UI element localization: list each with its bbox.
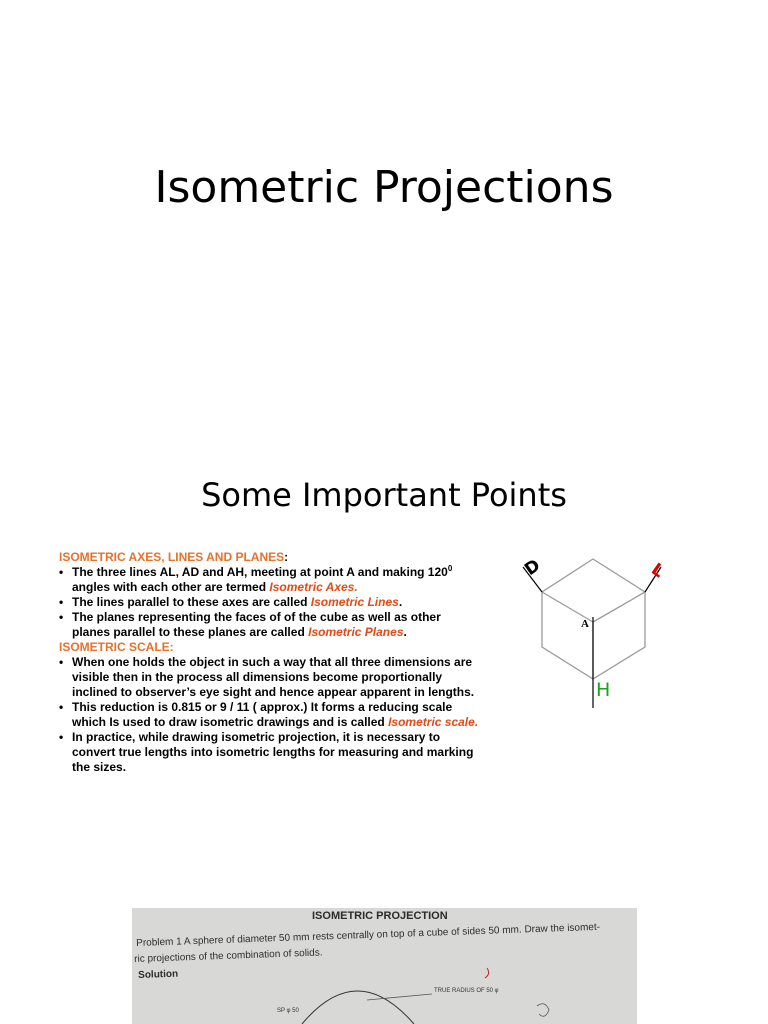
bullet-text: . (398, 595, 403, 609)
axes-heading-text: ISOMETRIC AXES, LINES AND PLANES (59, 550, 285, 564)
label-l: L (647, 559, 668, 583)
heading-colon: : (284, 550, 289, 564)
photo-annotation-2: SP φ 50 (277, 1008, 299, 1014)
scale-bullet-list (59, 655, 479, 775)
photo-sketch (132, 908, 637, 1024)
bullet-text: The three lines AL, AD and AH, meeting at point A and making 120 (72, 565, 448, 579)
label-d: D (521, 555, 545, 581)
section-heading-scale: ISOMETRIC SCALE: (59, 640, 174, 654)
list-item (59, 610, 479, 640)
label-h: H (596, 679, 611, 701)
photo-line-1: Problem 1 A sphere of diameter 50 mm rests centrally on top of a cube of sides 50 mm. Draw the isomet- (136, 921, 601, 949)
degree-superscript: 0 (447, 564, 453, 573)
list-item (59, 700, 479, 730)
important-points (59, 550, 479, 775)
bullet-text: angles with each other are termed (72, 580, 270, 594)
photo-line-3: Solution (138, 968, 179, 981)
bullet-text: In practice, while drawing isometric projection, it is necessary to convert true lengths into isometric lengths for measuring and marking the sizes. (72, 730, 474, 774)
isometric-cube-diagram (515, 555, 685, 715)
list-item (59, 655, 479, 700)
slide-title: Isometric Projections (154, 162, 614, 213)
photo-annotation-1: TRUE RADIUS OF 50 φ (434, 988, 499, 994)
label-a: A (581, 618, 589, 630)
bullet-text: The lines parallel to these axes are called (72, 595, 311, 609)
bullet-text: . (403, 625, 407, 639)
bullet-text: This reduction is 0.815 or 9 / 11 ( approx.) It forms a reducing scale which Is used to draw isometric drawings and is called (72, 700, 453, 729)
list-item (59, 595, 479, 610)
axes-bullet-list (59, 565, 479, 640)
photo-line-2: ric projections of the combination of solids. (134, 947, 323, 965)
highlight-term: Isometric Lines (310, 595, 399, 609)
scanned-problem-photo (132, 908, 637, 1024)
bullet-text: When one holds the object in such a way that all three dimensions are visible then in the process all dimensions become proportionally inclined to observer’s eye sight and hence appear apparent in lengths. (72, 655, 475, 699)
bullet-text: The planes representing the faces of of the cube as well as other planes parallel to these planes are called (72, 610, 441, 639)
highlight-term: Isometric Planes (308, 625, 404, 639)
section-title: Some Important Points (201, 476, 567, 514)
section-heading-axes (59, 550, 479, 565)
list-item (59, 730, 479, 775)
list-item (59, 565, 479, 595)
photo-heading: ISOMETRIC PROJECTION (312, 910, 448, 922)
highlight-term: Isometric Axes. (269, 580, 358, 594)
highlight-term: Isometric scale. (388, 715, 479, 729)
